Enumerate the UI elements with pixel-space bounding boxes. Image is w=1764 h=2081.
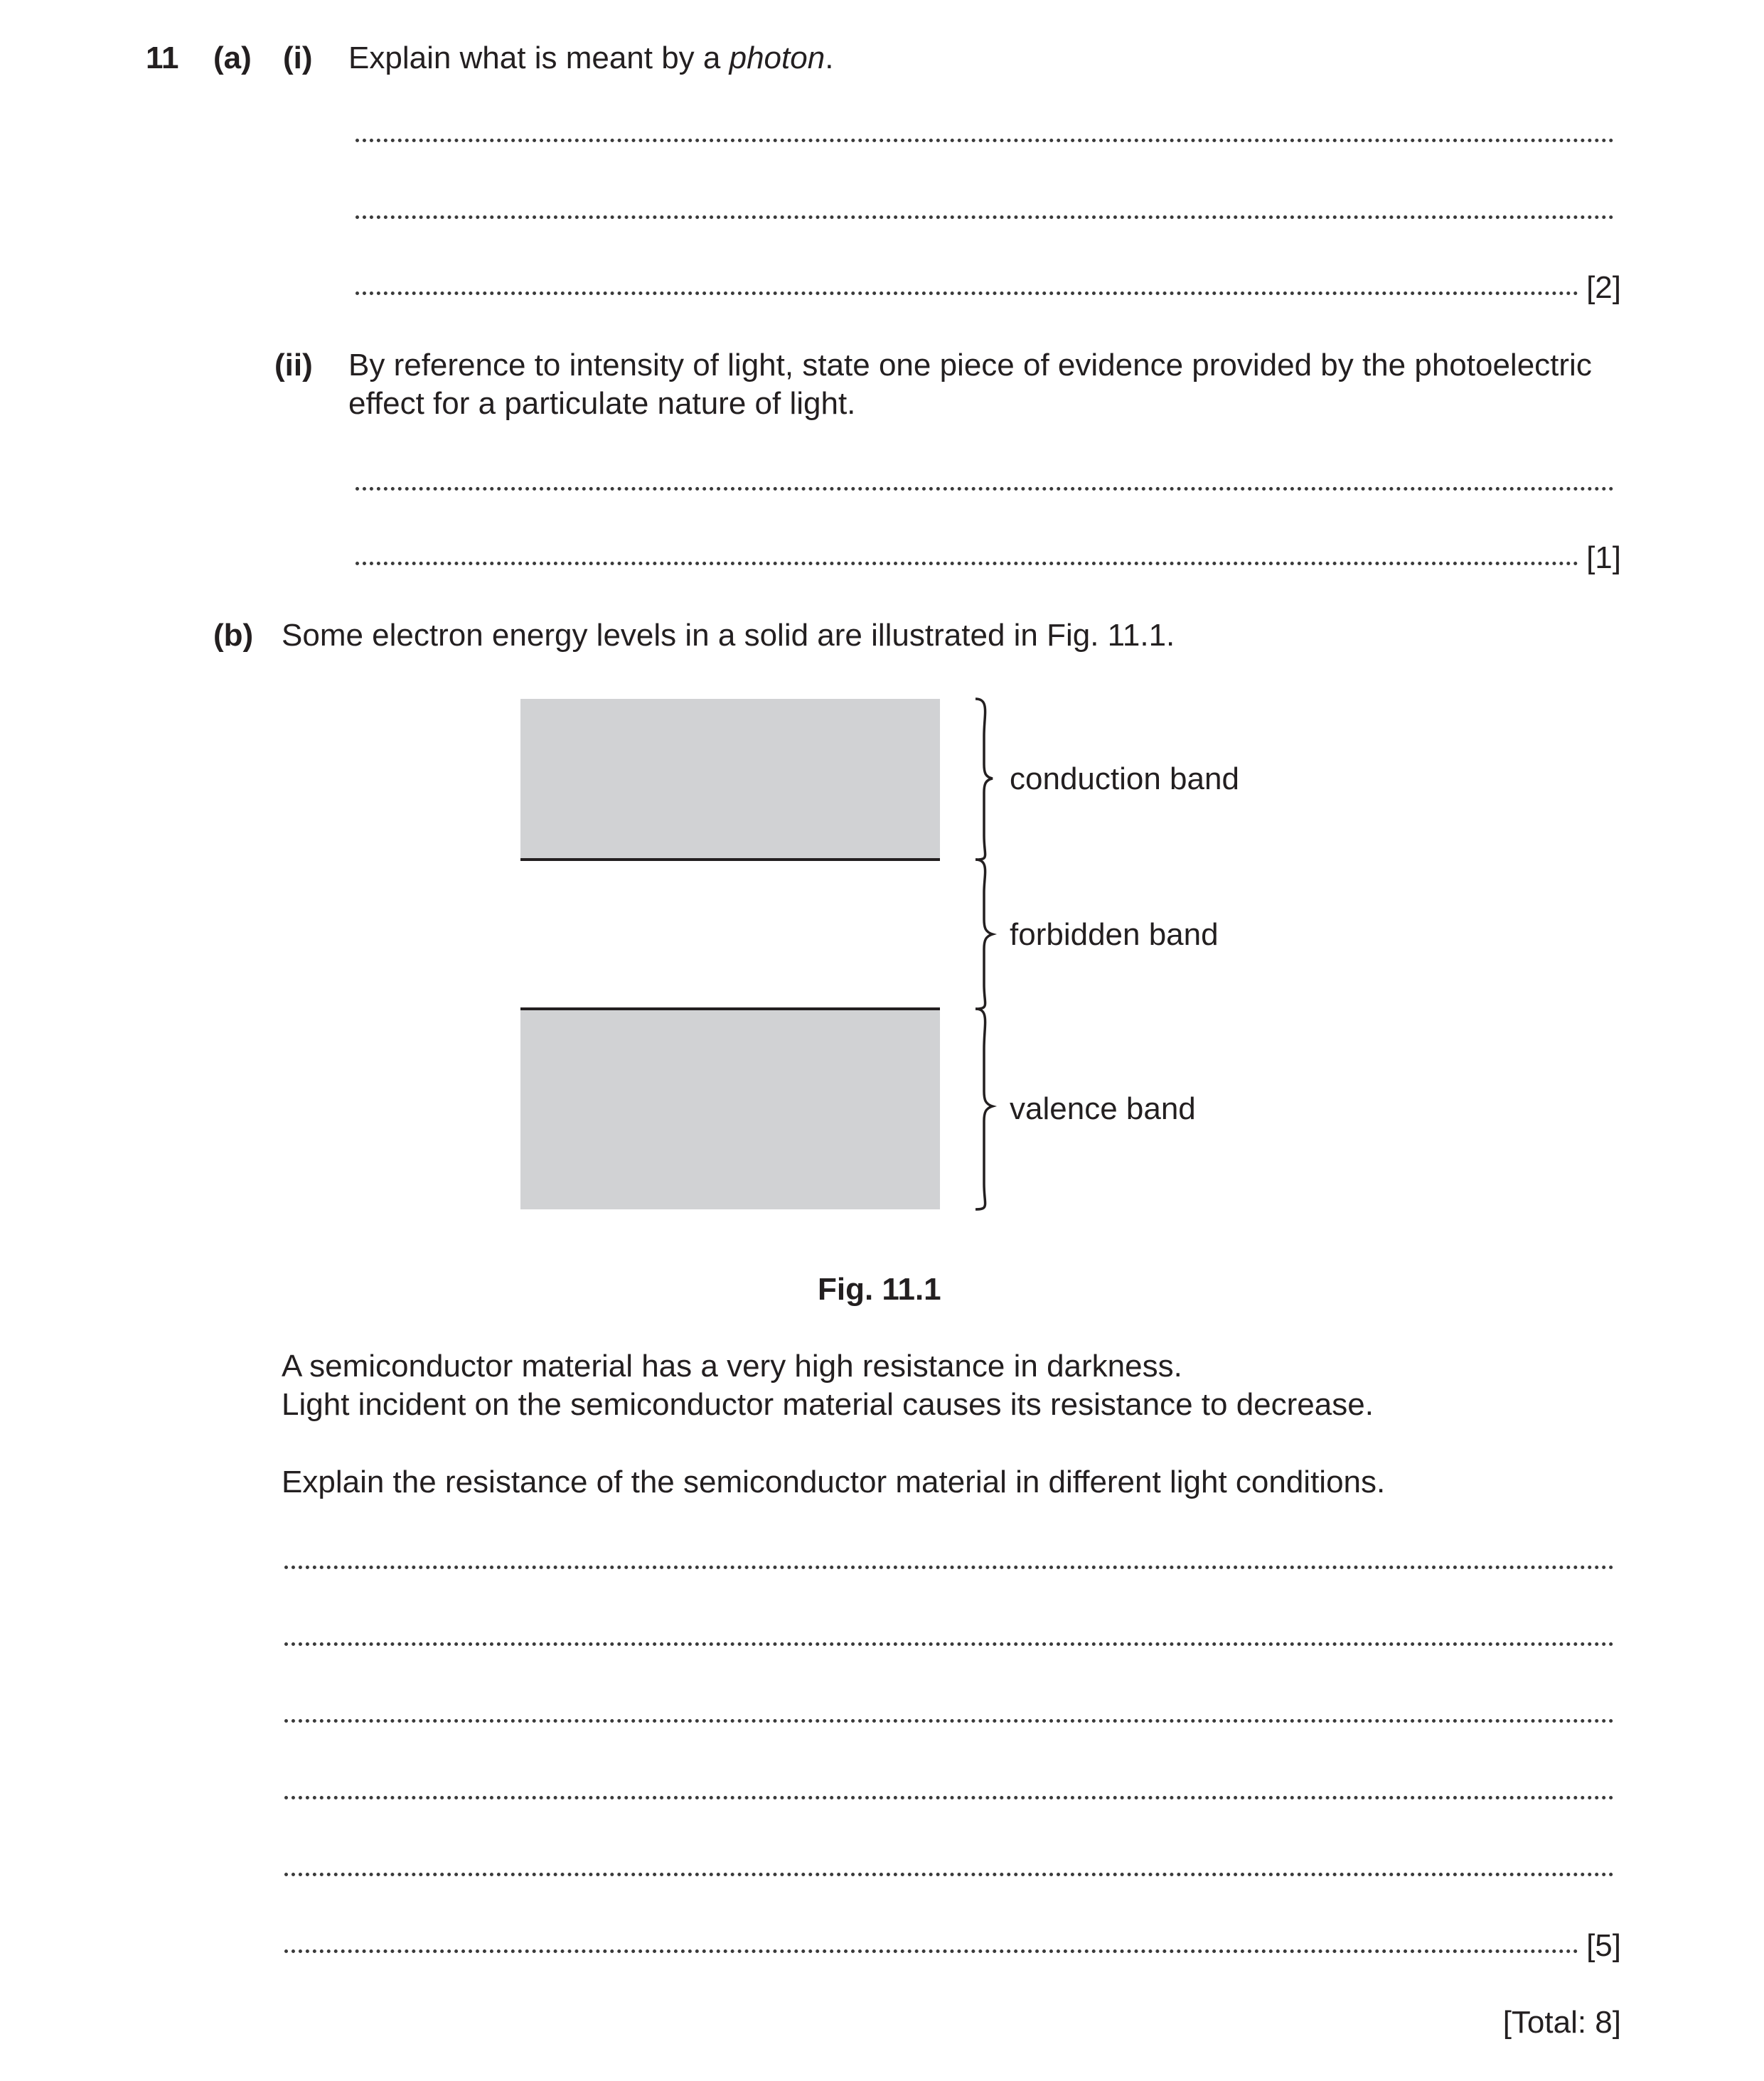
answer-line[interactable]	[284, 1873, 1614, 1876]
energy-band-diagram	[512, 693, 1294, 1216]
answer-line[interactable]	[284, 1642, 1614, 1646]
part-a-ii-label: (ii)	[274, 348, 313, 383]
part-a-ii-line1: By reference to intensity of light, state one piece of evidence provided by the photoelectric	[348, 348, 1592, 383]
answer-line[interactable]	[284, 1719, 1614, 1723]
conduction-band-rect	[520, 699, 940, 860]
forbidden-brace	[975, 860, 993, 1009]
answer-line[interactable]	[356, 487, 1614, 491]
part-b-prompt: Explain the resistance of the semiconductor material in different light conditions.	[282, 1465, 1386, 1499]
conduction-band-label: conduction band	[1010, 761, 1239, 796]
part-a-i-period: .	[825, 41, 834, 75]
marks-a-ii: [1]	[1586, 540, 1621, 575]
forbidden-band-label: forbidden band	[1010, 917, 1219, 952]
answer-line[interactable]	[284, 1566, 1614, 1569]
valence-brace	[975, 1009, 993, 1209]
valence-band-rect	[520, 1009, 940, 1209]
marks-a-i: [2]	[1586, 270, 1621, 305]
part-b-para-line2: Light incident on the semiconductor material causes its resistance to decrease.	[282, 1387, 1374, 1422]
part-b-label: (b)	[213, 618, 254, 653]
part-a-i-prompt	[348, 39, 833, 77]
part-a-i-label: (i)	[283, 41, 313, 75]
part-b-intro: Some electron energy levels in a solid are illustrated in Fig. 11.1.	[282, 618, 1175, 653]
part-a-ii-line2: effect for a particulate nature of light.	[348, 386, 856, 421]
answer-line[interactable]	[356, 215, 1614, 219]
answer-line[interactable]	[356, 139, 1614, 142]
conduction-brace	[975, 699, 993, 860]
answer-line[interactable]	[284, 1796, 1614, 1799]
question-number: 11	[146, 41, 179, 75]
figure-caption: Fig. 11.1	[818, 1272, 941, 1307]
part-a-i-italic-term: photon	[729, 41, 825, 75]
part-a-label: (a)	[213, 41, 252, 75]
valence-band-label: valence band	[1010, 1091, 1196, 1126]
answer-line[interactable]	[356, 291, 1578, 295]
total-marks: [Total: 8]	[1502, 2005, 1621, 2040]
marks-b: [5]	[1586, 1928, 1621, 1963]
answer-line[interactable]	[356, 562, 1578, 565]
part-b-para-line1: A semiconductor material has a very high resistance in darkness.	[282, 1349, 1182, 1384]
part-a-i-text: Explain what is meant by a	[348, 41, 729, 75]
answer-line[interactable]	[284, 1949, 1578, 1953]
